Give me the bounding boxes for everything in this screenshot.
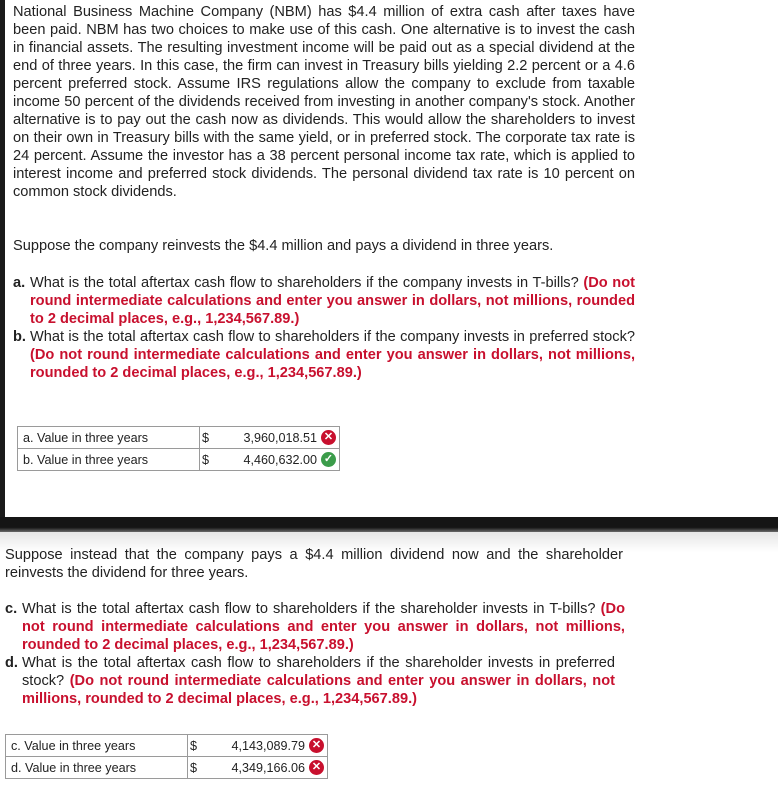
answer-b-value: 4,460,632.00 [243, 452, 317, 467]
scenario-1-text: Suppose the company reinvests the $4.4 million and pays a dividend in three years. [13, 238, 554, 254]
question-d-instruction: (Do not round intermediate calculations and enter you answer in dollars, not millions, rounded to 2 decimal places, e.g., 1,234,567.89.) [22, 673, 615, 707]
answer-c-value: 4,143,089.79 [231, 738, 305, 753]
incorrect-icon: ✕ [321, 430, 336, 445]
answer-a-currency: $ [200, 427, 219, 449]
problem-intro: National Business Machine Company (NBM) has $4.4 million of extra cash after taxes have been paid. NBM has two choices to make use of this cash. One alternative is to invest the cash in financial assets. The resulting investment income will be paid out as a special dividend at the end of three years. In this case, the firm can invest in Treasury bills yielding 2.2 percent or a 4.6 percent preferred stock. Assume IRS regulations allow the company to exclude from taxable income 50 percent of the dividends received from investing in another company's stock. Another alternative is to pay out the cash now as dividends. This would allow the shareholders to invest on their own in Treasury bills with the same yield, or in preferred stock. The corporate tax rate is 24 percent. Assume the investor has a 38 percent personal income tax rate, which is applied to interest income and preferred stock dividends. The personal dividend tax rate is 10 percent on common stock dividends. [13, 4, 635, 200]
question-b [13, 328, 635, 382]
question-d-text: What is the total aftertax cash flow to shareholders if the shareholder invests in preferred stock? [22, 655, 615, 689]
question-d [5, 654, 615, 708]
scenario-2-text: Suppose instead that the company pays a $4.4 million dividend now and the shareholder reinvests the dividend for three years. [5, 547, 623, 581]
answer-row-c [6, 735, 328, 757]
answer-a-label: a. Value in three years [18, 427, 200, 449]
answer-table-part1 [17, 426, 340, 471]
answer-c-label: c. Value in three years [6, 735, 188, 757]
question-a-label: a. [13, 275, 26, 291]
answer-row-b [18, 449, 340, 471]
question-c-instruction: (Do not round intermediate calculations and enter you answer in dollars, not millions, rounded to 2 decimal places, e.g., 1,234,567.89.) [22, 601, 625, 653]
answer-d-label: d. Value in three years [6, 757, 188, 779]
section-divider [0, 517, 778, 532]
question-c [5, 600, 625, 654]
question-b-text: What is the total aftertax cash flow to shareholders if the company invests in preferred stock? [30, 329, 635, 345]
answer-a-value: 3,960,018.51 [243, 430, 317, 445]
question-b-instruction: (Do not round intermediate calculations and enter you answer in dollars, not millions, rounded to 2 decimal places, e.g., 1,234,567.89.) [30, 347, 635, 381]
answer-c-input[interactable] [206, 735, 328, 757]
answer-row-d [6, 757, 328, 779]
answer-d-input[interactable] [206, 757, 328, 779]
question-a-instruction: (Do not round intermediate calculations and enter you answer in dollars, not millions, rounded to 2 decimal places, e.g., 1,234,567.89.) [30, 275, 635, 327]
answer-c-currency: $ [188, 735, 207, 757]
answer-b-currency: $ [200, 449, 219, 471]
question-a [13, 274, 635, 328]
question-c-label: c. [5, 601, 18, 617]
answer-b-input[interactable] [218, 449, 340, 471]
question-a-text: What is the total aftertax cash flow to shareholders if the company invests in T-bills? [30, 275, 579, 291]
answer-table-part2 [5, 734, 328, 779]
incorrect-icon: ✕ [309, 738, 324, 753]
correct-check-icon: ✓ [321, 452, 336, 467]
answer-d-value: 4,349,166.06 [231, 760, 305, 775]
answer-a-input[interactable] [218, 427, 340, 449]
incorrect-icon: ✕ [309, 760, 324, 775]
answer-row-a [18, 427, 340, 449]
question-c-text: What is the total aftertax cash flow to shareholders if the shareholder invests in T-bills? [22, 601, 596, 617]
question-d-label: d. [5, 655, 18, 671]
answer-d-currency: $ [188, 757, 207, 779]
answer-b-label: b. Value in three years [18, 449, 200, 471]
question-b-label: b. [13, 329, 26, 345]
